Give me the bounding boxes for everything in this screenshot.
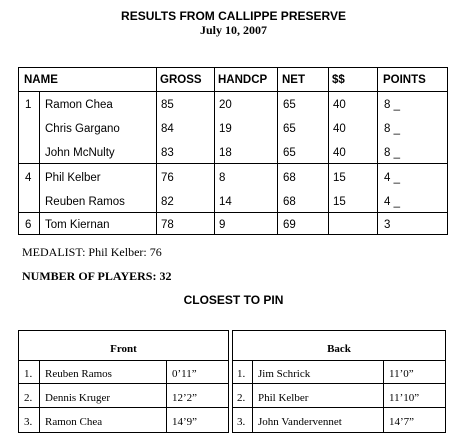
row-handicap: 9 [219,219,226,231]
row-points: 3 [384,219,391,231]
column-header-name: NAME [24,74,58,86]
row-distance: 11’10” [389,392,420,404]
row-name: Reuben Ramos [45,368,112,380]
row-money: 40 [333,147,346,159]
column-divider [383,360,384,432]
row-name: Ramon Chea [45,99,113,111]
row-name: Ramon Chea [45,416,103,428]
column-divider [214,68,215,234]
row-distance: 0’11” [172,368,197,380]
row-distance: 14’9” [172,416,198,428]
row-name: Dennis Kruger [45,392,111,404]
row-net: 65 [283,99,296,111]
column-divider [377,68,378,234]
row-net: 68 [283,172,296,184]
row-name: Phil Kelber [45,172,101,184]
place-divider [39,91,40,234]
row-net: 68 [283,196,296,208]
group-divider [19,212,447,213]
row-place: 1 [25,99,32,111]
row-place: 6 [25,219,32,231]
column-header-gross: GROSS [160,74,202,86]
row-distance: 11’0” [389,368,414,380]
front-table-title: Front [110,343,137,355]
row-points: 8 _ [384,123,400,135]
column-header-points: POINTS [383,74,426,86]
row-number: 2. [237,392,246,404]
row-number: 3. [237,416,246,428]
column-divider [39,360,40,432]
row-points: 8 _ [384,99,400,111]
row-number: 3. [24,416,33,428]
column-header-net: NET [282,74,305,86]
row-number: 2. [24,392,33,404]
row-points: 4 _ [384,196,400,208]
row-name: Tom Kiernan [45,219,110,231]
row-handicap: 14 [219,196,232,208]
row-gross: 76 [161,172,174,184]
results-table [18,67,448,235]
row-gross: 78 [161,219,174,231]
table-divider [19,383,228,384]
column-header-handicap: HANDCP [218,74,268,86]
header-divider [19,91,447,92]
column-divider [166,360,167,432]
row-money: 15 [333,196,346,208]
group-divider [19,163,447,164]
table-divider [233,383,445,384]
row-money: 40 [333,123,346,135]
row-distance: 14’7” [389,416,415,428]
page-date: July 10, 2007 [199,23,267,37]
row-points: 8 _ [384,147,400,159]
row-name: Jim Schrick [258,368,311,380]
row-net: 65 [283,147,296,159]
row-name: Phil Kelber [258,392,309,404]
front-pin-table [18,330,229,433]
column-divider [328,68,329,234]
row-name: Chris Gargano [45,123,120,135]
number-of-players: NUMBER OF PLAYERS: 32 [22,269,172,283]
row-points: 4 _ [384,172,400,184]
row-number: 1. [24,368,33,380]
row-number: 1. [237,368,246,380]
row-handicap: 20 [219,99,232,111]
row-distance: 12’2” [172,392,198,404]
table-divider [233,360,445,361]
back-table-title: Back [327,343,351,355]
column-divider [277,68,278,234]
row-handicap: 18 [219,147,232,159]
page-title: RESULTS FROM CALLIPPE PRESERVE [121,9,346,23]
row-gross: 82 [161,196,174,208]
medalist-line: MEDALIST: Phil Kelber: 76 [22,245,162,259]
row-gross: 83 [161,147,174,159]
row-net: 69 [283,219,296,231]
column-divider [156,68,157,234]
row-handicap: 19 [219,123,232,135]
column-header-money: $$ [332,74,345,86]
row-place: 4 [25,172,32,184]
row-money: 40 [333,99,346,111]
row-gross: 84 [161,123,174,135]
row-name: Reuben Ramos [45,196,125,208]
row-net: 65 [283,123,296,135]
closest-to-pin-title: CLOSEST TO PIN [183,293,284,307]
table-divider [233,407,445,408]
row-handicap: 8 [219,172,226,184]
row-money: 15 [333,172,346,184]
table-divider [19,407,228,408]
back-pin-table [232,330,446,433]
row-name: John Vandervennet [258,416,342,428]
row-gross: 85 [161,99,174,111]
table-divider [19,360,228,361]
column-divider [252,360,253,432]
row-name: John McNulty [45,147,115,159]
